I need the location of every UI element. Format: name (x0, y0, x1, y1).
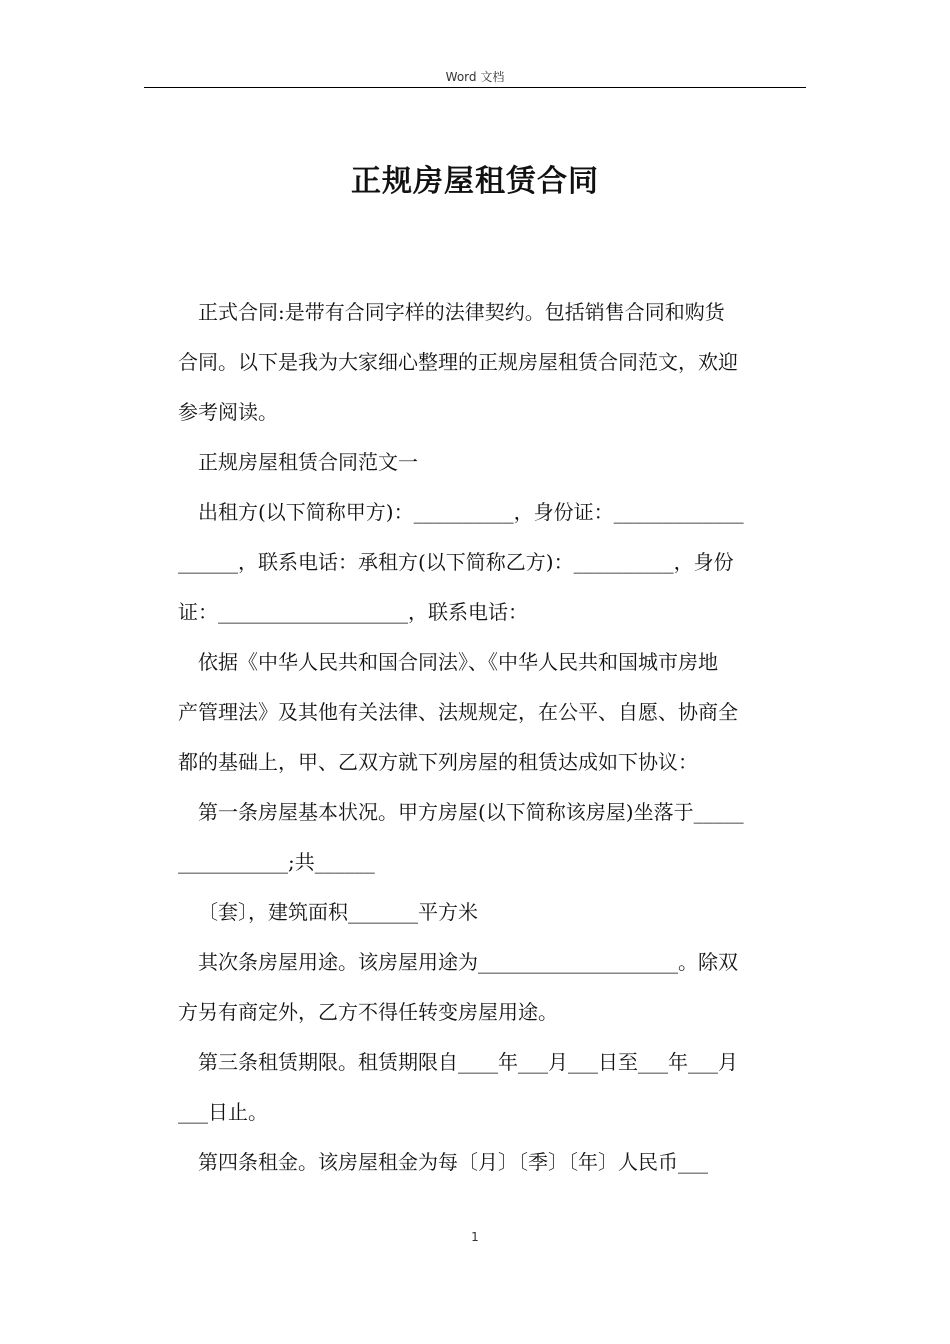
header-divider (144, 87, 806, 88)
paragraph-line: 正式合同:是带有合同字样的法律契约。包括销售合同和购货 (198, 300, 725, 324)
page-number: 1 (471, 1230, 479, 1244)
paragraph-line: ___________;共______ (178, 850, 375, 874)
paragraph-line: ______，联系电话：承租方(以下简称乙方)：__________，身份 (178, 550, 734, 574)
paragraph-line: 合同。以下是我为大家细心整理的正规房屋租赁合同范文，欢迎 (178, 350, 738, 374)
paragraph-line: 都的基础上，甲、乙双方就下列房屋的租赁达成如下协议： (178, 750, 698, 774)
paragraph-line: 出租方(以下简称甲方)：__________，身份证：_____________ (198, 500, 744, 524)
paragraph-line: 第四条租金。该房屋租金为每〔月〕〔季〕〔年〕人民币___ (198, 1150, 708, 1174)
paragraph-line: ___日止。 (178, 1100, 268, 1124)
paragraph-line: 第三条租赁期限。租赁期限自____年___月___日至___年___月 (198, 1050, 738, 1074)
document-title: 正规房屋租赁合同 (351, 164, 599, 199)
header-label: Word 文档 (445, 70, 505, 84)
paragraph-line: 其次条房屋用途。该房屋用途为____________________。除双 (198, 950, 738, 974)
paragraph-line: 方另有商定外，乙方不得任转变房屋用途。 (178, 1000, 558, 1024)
document-body (178, 287, 803, 1187)
paragraph-line: 第一条房屋基本状况。甲方房屋(以下简称该房屋)坐落于_____ (198, 800, 744, 824)
paragraph-line: 证：___________________，联系电话： (178, 600, 528, 624)
paragraph-line: 参考阅读。 (178, 400, 278, 424)
paragraph-line: 正规房屋租赁合同范文一 (198, 450, 418, 474)
paragraph-line: 〔套〕，建筑面积_______平方米 (198, 900, 478, 924)
paragraph-line: 依据《中华人民共和国合同法》、《中华人民共和国城市房地 (198, 650, 718, 674)
paragraph-line: 产管理法》及其他有关法律、法规规定，在公平、自愿、协商全 (178, 700, 738, 724)
